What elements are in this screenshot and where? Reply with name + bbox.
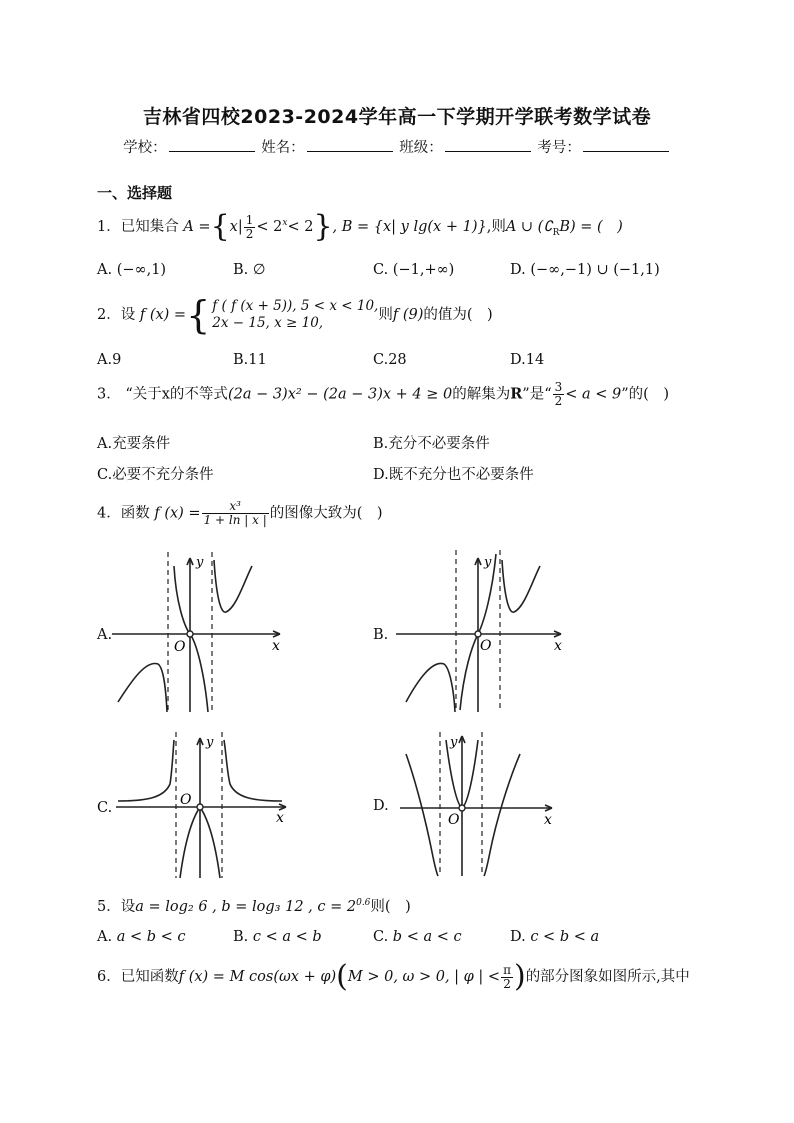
q4-option-b[interactable]: B.: [373, 627, 389, 643]
q5-option-c[interactable]: C. b < a < c: [373, 929, 462, 945]
question-1: [97, 209, 623, 244]
question-3: 3． “关于x的不等式(2a − 3)x² − (2a − 3)x + 4 ≥ 0的解集为R”是“ $\frac{3}{2}$ < a < 9”的( ): [97, 380, 669, 408]
question-4: 4．函数 f (x) = $\frac{\text{x³}}{1 + \ln | x |}$ 的图像大致为( ): [97, 499, 383, 527]
curve-right: [484, 754, 520, 876]
y-axis-label: y: [206, 735, 214, 750]
graph-c[interactable]: [116, 732, 296, 880]
origin-point: [459, 805, 465, 811]
q5-option-a[interactable]: A. a < b < c: [97, 929, 186, 945]
brace-close: }: [313, 209, 333, 244]
piecewise-cases: f ( f (x + 5)), 5 < x < 10, 2x − 15, x ≥ 10,: [212, 298, 379, 331]
q3-option-c[interactable]: C.必要不充分条件: [97, 467, 214, 483]
class-blank[interactable]: [445, 139, 531, 152]
math: < 2: [256, 219, 283, 235]
q4-option-a[interactable]: A.: [97, 627, 113, 643]
origin-point: [197, 804, 203, 810]
math: {x| y lg(x + 1)}: [373, 219, 487, 235]
school-label: 学校：: [123, 140, 167, 156]
origin-label: O: [448, 812, 460, 828]
q3-option-a[interactable]: A.充要条件: [97, 436, 171, 452]
q1-option-d[interactable]: D. (−∞,−1) ∪ (−1,1): [510, 262, 660, 278]
q3-option-d[interactable]: D.既不充分也不必要条件: [373, 467, 534, 483]
q3-option-b[interactable]: B.充分不必要条件: [373, 436, 490, 452]
paren-close: ): [513, 959, 526, 994]
math: x: [282, 218, 288, 229]
math: B) = ( ): [559, 219, 623, 235]
origin-label: O: [480, 638, 492, 654]
q5-option-d[interactable]: D. c < b < a: [510, 929, 600, 945]
curve-left: [118, 740, 174, 801]
question-text: 已知集合: [120, 219, 179, 235]
origin-point: [187, 631, 193, 637]
section-heading: 一、选择题: [97, 184, 173, 202]
fraction: $\frac{1}{2}$: [245, 212, 254, 241]
fraction: $\frac{3}{2}$: [554, 380, 563, 408]
class-label: 班级：: [399, 140, 443, 156]
paren-open: (: [336, 959, 348, 994]
name-blank[interactable]: [307, 139, 393, 152]
origin-label: O: [174, 639, 186, 655]
math: R: [552, 227, 560, 238]
origin-label: O: [180, 792, 192, 808]
q2-option-d[interactable]: D.14: [510, 352, 545, 368]
x-axis-label: x: [272, 638, 280, 654]
curve-right: [224, 740, 282, 801]
math: , B =: [332, 219, 370, 235]
graph-d[interactable]: [400, 732, 560, 878]
student-info-line: [0, 136, 794, 157]
y-axis-label: y: [484, 555, 492, 570]
fraction: $\frac{\pi}{2}$: [503, 962, 511, 991]
q1-option-c[interactable]: C. (−1,+∞): [373, 262, 455, 278]
question-5: 5．设a = log₂ 6 , b = log₃ 12 , $c = 2^{0.6}$则( ): [97, 898, 411, 915]
id-blank[interactable]: [583, 139, 669, 152]
curve-right: [502, 560, 540, 612]
curve-left: [406, 663, 455, 712]
page-title: 吉林省四校2023-2024学年高一下学期开学联考数学试卷: [142, 106, 652, 128]
question-2: 2．设 f (x) ={ f ( f (x + 5)), 5 < x < 10, 2x − 15, x ≥ 10, 则f (9)的值为( ): [97, 293, 493, 337]
graph-b[interactable]: [396, 550, 571, 714]
q1-option-a[interactable]: A. (−∞,1): [97, 262, 167, 278]
math: < 2: [287, 219, 314, 235]
question-number: 1．: [97, 219, 121, 235]
graph-a[interactable]: [112, 552, 292, 714]
q2-option-b[interactable]: B.11: [233, 352, 267, 368]
y-axis-label: y: [450, 735, 458, 750]
curve-left: [406, 754, 438, 876]
math: A =: [183, 219, 211, 235]
q2-option-c[interactable]: C.28: [373, 352, 407, 368]
x-axis-label: x: [554, 638, 562, 654]
name-label: 姓名：: [261, 140, 305, 156]
math: x: [229, 219, 238, 235]
q4-option-d[interactable]: D.: [373, 798, 389, 814]
school-blank[interactable]: [169, 139, 255, 152]
math: |: [237, 219, 243, 235]
question-6: 6．已知函数f (x) = M cos(ωx + φ)(M > 0, ω > 0, | φ | < $\frac{\pi}{2}$ )的部分图象如图所示,其中: [97, 959, 690, 994]
y-axis-label: y: [196, 555, 204, 570]
x-axis-label: x: [544, 812, 552, 828]
brace-open: {: [186, 293, 211, 337]
q1-option-b[interactable]: B. ∅: [233, 262, 266, 278]
origin-point: [475, 631, 481, 637]
question-text: ,则: [486, 219, 506, 235]
brace-open: {: [210, 209, 230, 244]
q5-option-b[interactable]: B. c < a < b: [233, 929, 322, 945]
curve-right: [214, 560, 252, 612]
fraction: $\frac{\text{x³}}{1 + \ln | x |}$: [203, 499, 267, 527]
curve-left: [118, 663, 167, 712]
math: A ∪ (∁: [505, 219, 553, 235]
q4-option-c[interactable]: C.: [97, 800, 113, 816]
x-axis-label: x: [276, 810, 284, 826]
q2-option-a[interactable]: A.9: [97, 352, 122, 368]
id-label: 考号：: [537, 140, 581, 156]
